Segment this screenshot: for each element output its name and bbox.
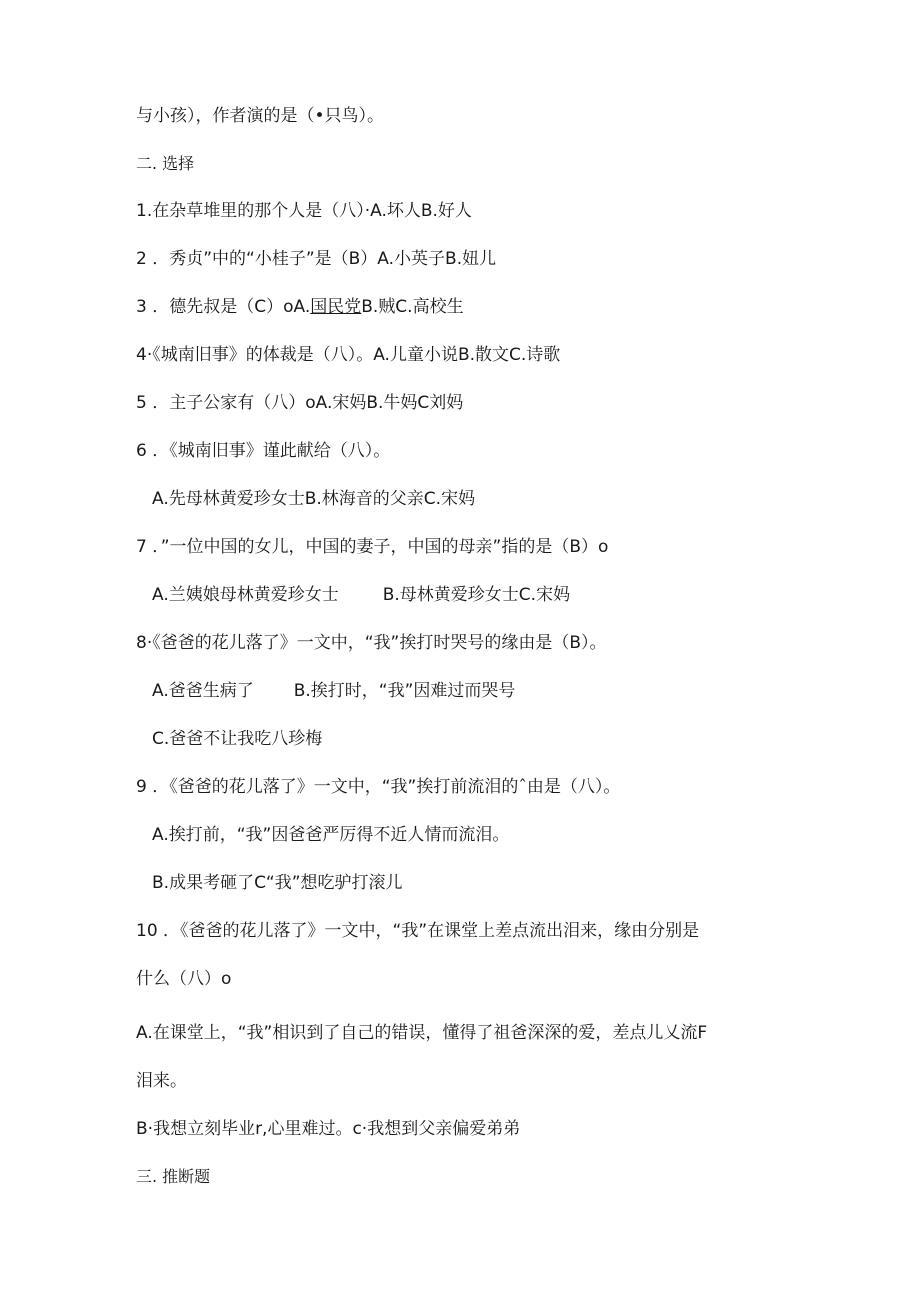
option-b: B.母林黄爱珍女士C.宋妈: [382, 585, 571, 605]
question-10: 10 ．《爸爸的花儿落了》一文中，“我”在课堂上差点流出泪来，缘由分别是: [136, 921, 700, 941]
question-7: 7 ．”一位中国的女儿，中国的妻子，中国的母亲”指的是（B）o: [136, 537, 609, 557]
question-10-option-a-cont: 泪来。: [136, 1071, 187, 1091]
question-8-option-c: C.爸爸不让我吃八珍梅: [152, 729, 323, 749]
question-2: 2 ．秀贞”中的“小桂子”是（B）A.小英子B.妞儿: [136, 249, 497, 269]
option-a: A.爸爸生病了: [152, 681, 254, 701]
question-4: 4·《城南旧事》的体裁是（八）。A.儿童小说B.散文C.诗歌: [136, 345, 561, 365]
option-a: A.兰姨娘母林黄爱珍女士: [152, 585, 339, 605]
question-10-option-bc: B·我想立刻毕业r,心里难过。c·我想到父亲偏爱弟弟: [136, 1119, 521, 1139]
question-3-rest: B.贼C.高校生: [361, 297, 464, 317]
question-10-cont: 什么（八）o: [136, 969, 232, 989]
question-3: [136, 295, 464, 319]
section-heading: 三. 推断题: [136, 1167, 211, 1186]
option-b: B.挨打时，“我”因难过而哭号: [293, 681, 516, 701]
question-6-options: A.先母林黄爱珍女士B.林海音的父亲C.宋妈: [152, 489, 476, 509]
question-9-option-b: B.成果考砸了C“我”想吃驴打滚儿: [152, 873, 403, 893]
question-8-options: [152, 679, 515, 703]
question-5: 5 ．主子公家有（八）oA.宋妈B.牛妈C刘妈: [136, 393, 464, 413]
question-3-text: 3 ．德先叔是（C）oA.: [136, 297, 311, 317]
question-10-option-a: A.在课堂上，“我”相识到了自己的错误，懂得了祖爸深深的爱，差点儿乂流F: [136, 1023, 708, 1043]
question-7-options: [152, 583, 570, 607]
question-8: 8·《爸爸的花儿落了》一文中，“我”挨打时哭号的缘由是（B）。: [136, 633, 607, 653]
question-1: 1.在杂草堆里的那个人是（八）·A.坏人B.好人: [136, 201, 472, 221]
underlined-option: 国民党: [310, 297, 362, 317]
question-6: 6 ．《城南旧事》谨此献给（八）。: [136, 441, 391, 461]
question-9-option-a: A.挨打前，“我”因爸爸严厉得不近人情而流泪。: [152, 825, 510, 845]
text-line: 与小孩），作者演的是（•只鸟）。: [136, 106, 385, 126]
section-heading: 二. 选择: [136, 154, 195, 173]
question-9: 9 ．《爸爸的花儿落了》一文中，“我”挨打前流泪的ˆ由是（八）。: [136, 777, 621, 797]
